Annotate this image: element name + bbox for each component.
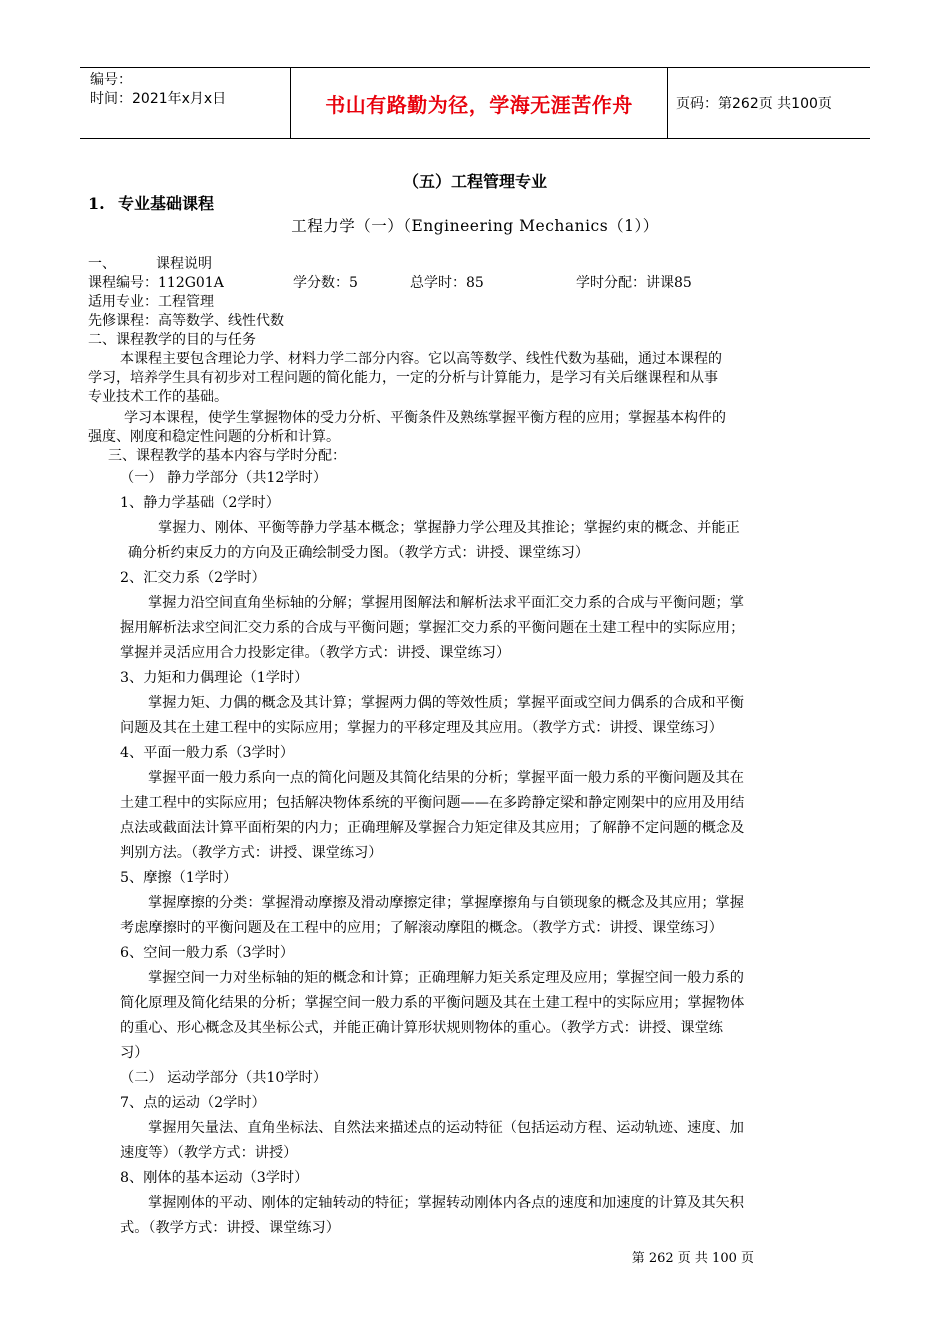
topic-heading: 1、静力学基础（2学时） xyxy=(120,495,280,511)
course-hours: 总学时：85 xyxy=(410,275,484,291)
topic-line: 掌握平面一般力系向一点的简化问题及其简化结果的分析；掌握平面一般力系的平衡问题及其在 xyxy=(148,770,744,786)
topic-line: 考虑摩擦时的平衡问题及在工程中的应用；了解滚动摩阻的概念。（教学方式：讲授、课堂练习） xyxy=(120,920,723,936)
topic-line: 掌握刚体的平动、刚体的定轴转动的特征；掌握转动刚体内各点的速度和加速度的计算及其矢积 xyxy=(148,1195,744,1211)
course-desc-heading xyxy=(88,255,212,274)
page-footer: 第 262 页 共 100 页 xyxy=(631,1251,754,1266)
topic-heading: 3、力矩和力偶理论（1学时） xyxy=(120,670,309,686)
topic-line: 问题及其在土建工程中的实际应用；掌握力的平移定理及其应用。（教学方式：讲授、课堂练习） xyxy=(120,720,723,736)
part-heading: （二） 运动学部分（共10学时） xyxy=(120,1070,328,1086)
topic-heading: 2、汇交力系（2学时） xyxy=(120,570,266,586)
topic-line: 握用解析法求空间汇交力系的合成与平衡问题；掌握汇交力系的平衡问题在土建工程中的实际应用； xyxy=(120,620,745,636)
topic-line: 掌握力、刚体、平衡等静力学基本概念；掌握静力学公理及其推论；掌握约束的概念、并能正 xyxy=(158,520,740,536)
topic-line: 掌握力矩、力偶的概念及其计算；掌握两力偶的等效性质；掌握平面或空间力偶系的合成和平衡 xyxy=(148,695,744,711)
topic-line: 式。（教学方式：讲授、课堂练习） xyxy=(120,1220,340,1236)
header-page-label: 页码：第262页 共100页 xyxy=(676,96,832,112)
purpose-heading: 二、课程教学的目的与任务 xyxy=(88,332,256,348)
course-title: 工程力学（一）（Engineering Mechanics（1）） xyxy=(291,217,659,235)
topic-line: 确分析约束反力的方向及正确绘制受力图。（教学方式：讲授、课堂练习） xyxy=(128,545,590,561)
topic-heading: 8、刚体的基本运动（3学时） xyxy=(120,1170,309,1186)
topic-line: 判别方法。（教学方式：讲授、课堂练习） xyxy=(120,845,383,861)
course-hours-dist: 学时分配：讲课85 xyxy=(576,275,692,291)
topic-line: 的重心、形心概念及其坐标公式，并能正确计算形状规则物体的重心。（教学方式：讲授、课堂练 xyxy=(120,1020,723,1036)
topic-heading: 7、点的运动（2学时） xyxy=(120,1095,266,1111)
topic-line: 掌握用矢量法、直角坐标法、自然法来描述点的运动特征（包括运动方程、运动轨迹、速度、加 xyxy=(148,1120,744,1136)
topic-line: 土建工程中的实际应用；包括解决物体系统的平衡问题——在多跨静定梁和静定刚架中的应用及用结 xyxy=(120,795,745,811)
purpose-line: 本课程主要包含理论力学、材料力学二部分内容。它以高等数学、线性代数为基础，通过本课程的 xyxy=(120,351,722,367)
topic-heading: 6、空间一般力系（3学时） xyxy=(120,945,295,961)
course-desc-num: 一、 xyxy=(88,256,116,272)
topic-line: 掌握空间一力对坐标轴的矩的概念和计算；正确理解力矩关系定理及应用；掌握空间一般力系的 xyxy=(148,970,744,986)
section-title: （五）工程管理专业 xyxy=(402,172,547,191)
header-motto: 书山有路勤为径，学海无涯苦作舟 xyxy=(291,68,668,138)
purpose-line: 强度、刚度和稳定性问题的分析和计算。 xyxy=(88,429,340,445)
course-major: 适用专业：工程管理 xyxy=(88,294,214,310)
subject-number: 1. xyxy=(88,194,105,213)
topic-heading: 5、摩擦（1学时） xyxy=(120,870,238,886)
topic-line: 掌握并灵活应用合力投影定律。（教学方式：讲授、课堂练习） xyxy=(120,645,511,661)
header-meta xyxy=(80,68,291,138)
topic-line: 速度等）（教学方式：讲授） xyxy=(120,1145,298,1161)
course-credits: 学分数：5 xyxy=(293,275,358,291)
course-prereq: 先修课程：高等数学、线性代数 xyxy=(88,313,284,329)
topic-line: 掌握力沿空间直角坐标轴的分解；掌握用图解法和解析法求平面汇交力系的合成与平衡问题；掌 xyxy=(148,595,744,611)
topic-heading: 4、平面一般力系（3学时） xyxy=(120,745,295,761)
topic-line: 点法或截面法计算平面桁架的内力；正确理解及掌握合力矩定律及其应用；了解静不定问题的概念及 xyxy=(120,820,745,836)
number-label: 编号： xyxy=(90,72,132,88)
course-desc-label: 课程说明 xyxy=(156,256,212,272)
time-label: 时间：2021年x月x日 xyxy=(90,91,227,107)
content-heading: 三、课程教学的基本内容与学时分配： xyxy=(108,448,346,464)
page-header xyxy=(80,67,870,139)
purpose-line: 学习本课程，使学生掌握物体的受力分析、平衡条件及熟练掌握平衡方程的应用；掌握基本构件的 xyxy=(124,410,726,426)
purpose-line: 专业技术工作的基础。 xyxy=(88,389,228,405)
part-heading: （一） 静力学部分（共12学时） xyxy=(120,470,328,486)
topic-line: 掌握摩擦的分类：掌握滑动摩擦及滑动摩擦定律；掌握摩擦角与自锁现象的概念及其应用；掌握 xyxy=(148,895,744,911)
topic-line: 习） xyxy=(120,1045,149,1061)
subject-heading xyxy=(88,191,214,214)
topic-line: 简化原理及简化结果的分析；掌握空间一般力系的平衡问题及其在土建工程中的实际应用；掌握物体 xyxy=(120,995,745,1011)
subject-title: 专业基础课程 xyxy=(118,194,215,213)
course-code: 课程编号：112G01A xyxy=(88,275,224,291)
purpose-line: 学习，培养学生具有初步对工程问题的简化能力，一定的分析与计算能力，是学习有关后继课程和从事 xyxy=(88,370,718,386)
